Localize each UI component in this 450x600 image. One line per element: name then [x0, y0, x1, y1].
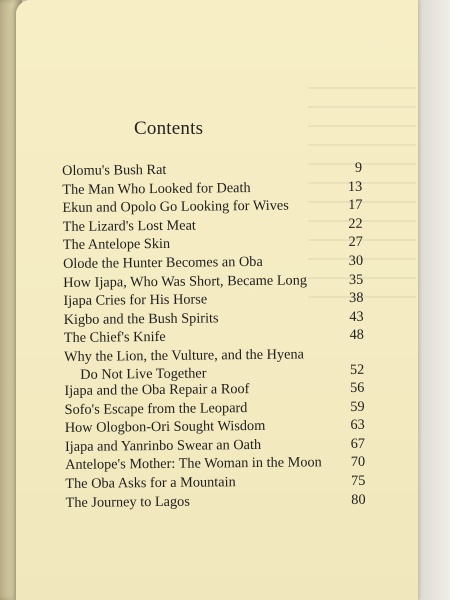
toc-entry-title: Olode the Hunter Becomes an Oba	[62, 253, 263, 272]
toc-entry-title: The Lizard's Lost Meat	[62, 217, 196, 235]
table-of-contents	[62, 159, 366, 512]
toc-page-number: 56	[350, 379, 365, 396]
toc-entry-title: The Chief's Knife	[63, 329, 166, 347]
toc-page-number: 17	[348, 197, 363, 214]
toc-entry-title: The Man Who Looked for Death	[62, 179, 251, 198]
toc-page-number: 22	[348, 215, 363, 232]
toc-page-number: 43	[349, 308, 364, 325]
toc-entry-title-continued: Do Not Live Together	[80, 365, 207, 383]
toc-page-number: 52	[349, 361, 365, 378]
toc-entry-title: Ijapa and the Oba Repair a Roof	[64, 380, 250, 399]
toc-page-number: 59	[350, 398, 365, 415]
toc-page-number: 80	[351, 491, 366, 508]
toc-page-number: 63	[350, 416, 365, 434]
toc-entry-title: Olomu's Bush Rat	[62, 161, 167, 179]
toc-page-number: 30	[348, 252, 364, 269]
toc-page-number: 27	[348, 234, 363, 251]
toc-entry-title: Antelope's Mother: The Woman in the Moon	[65, 454, 322, 474]
toc-page-number: 48	[349, 327, 364, 344]
toc-page-number: 67	[350, 435, 366, 452]
toc-page-number: 38	[349, 290, 364, 307]
toc-page-number: 13	[347, 178, 363, 195]
toc-entry-title: Ijapa Cries for His Horse	[63, 291, 208, 310]
toc-entry-title: The Antelope Skin	[62, 236, 171, 254]
toc-page-number: 75	[350, 472, 366, 489]
toc-entry-title: How Ologbon-Ori Sought Wisdom	[64, 418, 266, 437]
toc-entry-title: Why the Lion, the Vulture, and the Hyena	[63, 346, 304, 365]
toc-entry-title: Ekun and Opolo Go Looking for Wives	[62, 197, 289, 217]
toc-page-number: 9	[354, 159, 363, 176]
toc-entry-title: The Oba Asks for a Mountain	[65, 474, 236, 492]
toc-entry-title: Ijapa and Yanrinbo Swear an Oath	[64, 436, 262, 455]
toc-entry	[64, 345, 364, 382]
toc-entry-title: How Ijapa, Who Was Short, Became Long	[63, 272, 308, 291]
toc-entry	[65, 490, 365, 512]
toc-entry-title: The Journey to Lagos	[65, 493, 190, 511]
page-title: Contents	[134, 118, 204, 139]
toc-entry-title: Sofo's Escape from the Leopard	[64, 399, 248, 418]
toc-page-number: 35	[348, 271, 364, 288]
toc-page-number: 70	[350, 454, 366, 471]
toc-entry-title: Kigbo and the Bush Spirits	[63, 310, 219, 328]
